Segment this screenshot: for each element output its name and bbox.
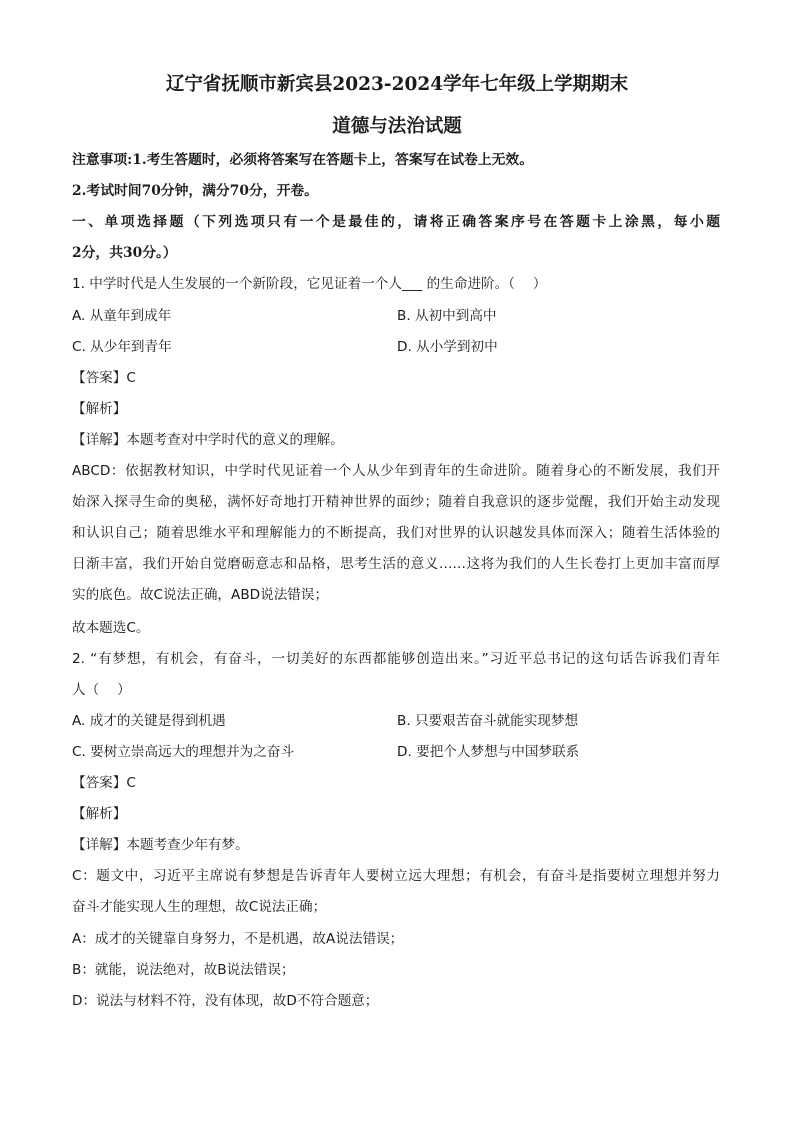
- question-2-option-a: A. 成才的关键是得到机遇: [72, 713, 226, 729]
- explanation-line: ABCD：依据教材知识，中学时代见证着一个人从少年到青年的生命进阶。随着身心的不断发展，我们开: [72, 463, 720, 479]
- question-1-option-c: C. 从少年到青年: [72, 339, 172, 355]
- explanation-line: C：题文中，习近平主席说有梦想是告诉青年人要树立远大理想；有机会，有奋斗是指要树立理想并努力: [72, 868, 720, 884]
- question-2-stem-line-1: 2. “有梦想，有机会，有奋斗，一切美好的东西都能够创造出来。”习近平总书记的这句话告诉我们青年: [72, 651, 720, 667]
- question-2-explanation-a: A：成才的关键靠自身努力，不是机遇，故A说法错误；: [72, 931, 404, 947]
- question-2-detail: 【详解】本题考查少年有梦。: [72, 837, 249, 853]
- question-2-option-d: D. 要把个人梦想与中国梦联系: [397, 744, 580, 760]
- notice-line-2: 2.考试时间70分钟，满分70分，开卷。: [72, 183, 318, 199]
- question-1-detail: 【详解】本题考查对中学时代的意义的理解。: [72, 432, 344, 448]
- question-2-explanation-b: B：就能，说法绝对，故B说法错误；: [72, 962, 295, 978]
- question-2-explanation-d: D：说法与材料不符，没有体现，故D不符合题意；: [72, 993, 379, 1009]
- question-2-option-b: B. 只要艰苦奋斗就能实现梦想: [397, 713, 579, 729]
- question-1-option-d: D. 从小学到初中: [397, 339, 498, 355]
- explanation-line: 奋斗才能实现人生的理想，故C说法正确；: [72, 899, 327, 915]
- question-2-option-c: C. 要树立崇高远大的理想并为之奋斗: [72, 744, 295, 760]
- exam-title: 辽宁省抚顺市新宾县2023-2024学年七年级上学期期末: [165, 74, 629, 95]
- notice-line-1: 注意事项:1.考生答题时，必须将答案写在答题卡上，答案写在试卷上无效。: [72, 152, 533, 168]
- section-heading-line-2: 2分，共30分。）: [72, 245, 177, 261]
- explanation-line: 日渐丰富，我们开始自觉磨砺意志和品格，思考生活的意义……这将为我们的人生长卷打上更加丰富而厚: [72, 556, 720, 572]
- question-1-conclusion: 故本题选C。: [72, 620, 150, 636]
- exam-subtitle: 道德与法治试题: [332, 116, 462, 137]
- explanation-line: 和认识自己；随着思维水平和理解能力的不断提高，我们对世界的认识越发具体而深入；随着生活体验的: [72, 525, 720, 541]
- question-1-option-b: B. 从初中到高中: [397, 308, 497, 324]
- question-1-stem: 1. 中学时代是人生发展的一个新阶段，它见证着一个人___ 的生命进阶。（ ）: [72, 276, 547, 292]
- question-1-analysis-label: 【解析】: [72, 401, 127, 417]
- section-heading-line-1: 一、单项选择题（下列选项只有一个是最佳的，请将正确答案序号在答题卡上涂黑，每小题: [72, 214, 720, 230]
- question-2-explanation-c: [72, 861, 720, 923]
- question-2-answer: 【答案】C: [72, 775, 136, 791]
- question-1-option-a: A. 从童年到成年: [72, 308, 172, 324]
- explanation-line: 实的底色。故C说法正确，ABD说法错误；: [72, 587, 329, 603]
- question-2-stem: [72, 644, 720, 706]
- question-1-answer: 【答案】C: [72, 370, 136, 386]
- question-2-stem-line-2: 人（ ）: [72, 682, 131, 698]
- question-1-explanation: [72, 456, 720, 611]
- question-2-analysis-label: 【解析】: [72, 806, 127, 822]
- explanation-line: 始深入探寻生命的奥秘，满怀好奇地打开精神世界的面纱；随着自我意识的逐步觉醒，我们开始主动发现: [72, 494, 720, 510]
